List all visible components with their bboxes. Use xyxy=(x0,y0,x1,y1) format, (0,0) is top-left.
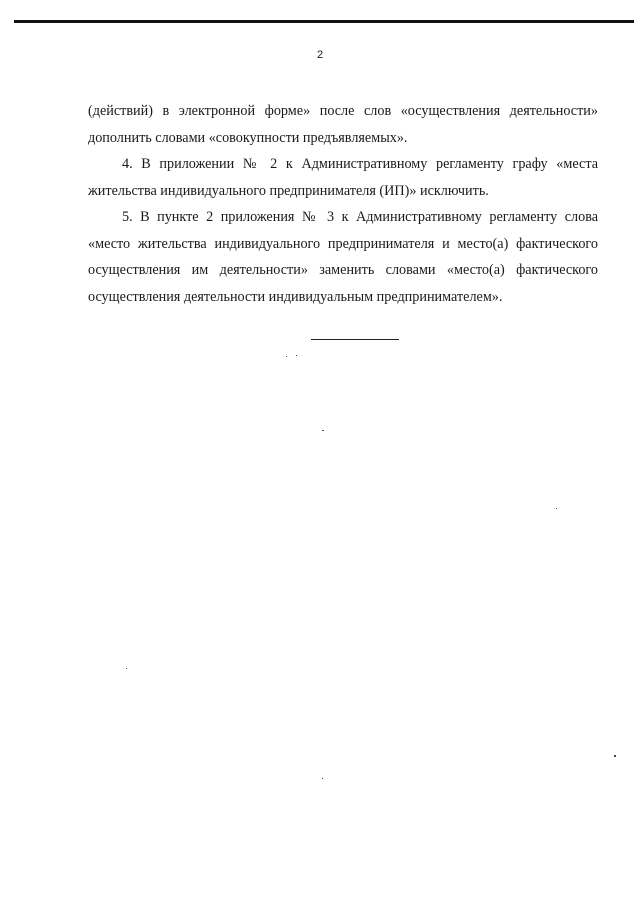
closing-rule xyxy=(311,339,399,340)
scan-speck xyxy=(286,356,287,357)
scan-speck xyxy=(322,778,323,779)
scan-speck xyxy=(296,355,297,356)
page-number: 2 xyxy=(316,49,324,61)
scan-speck xyxy=(126,668,127,669)
paragraph-item-4: 4. В приложении № 2 к Административному регламенту графу «места жительства индивидуального предпринимателя (ИП)» исключить. xyxy=(88,156,598,199)
scan-speck xyxy=(614,755,616,757)
paragraph-item-5: 5. В пункте 2 приложения № 3 к Административному регламенту слова «место жительства индивидуального предпринимателя и место(а) фактического осуществления им деятельности» заменить словами «место(а) фактического осуществления деятельности индивидуальным предпринимателем». xyxy=(88,209,598,305)
paragraph-continuation: (действий) в электронной форме» после слов «осуществления деятельности» дополнить словами «совокупности предъявляемых». xyxy=(88,103,598,146)
scan-speck xyxy=(322,430,324,431)
scan-speck xyxy=(556,508,557,509)
top-border-rule xyxy=(14,20,634,23)
document-body xyxy=(88,98,598,310)
